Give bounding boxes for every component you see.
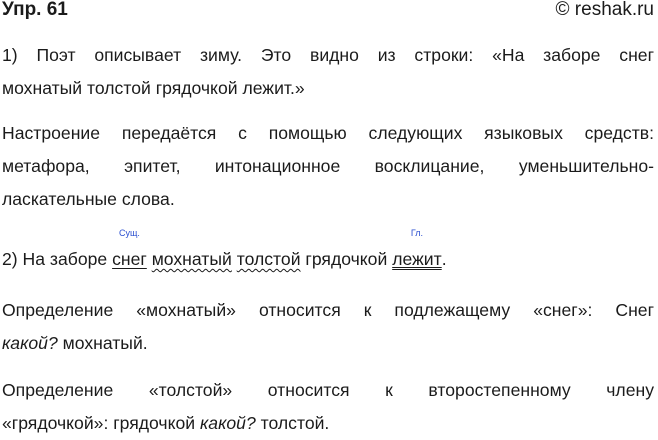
answer-text: мохнатый. bbox=[57, 333, 148, 353]
paragraph-1-line-2: мохнатый толстой грядочкой лежит.» bbox=[2, 78, 305, 98]
predicate-note: Гл. bbox=[410, 228, 423, 238]
predicate-text: лежит bbox=[392, 249, 442, 269]
paragraph-4-line-2 bbox=[2, 327, 654, 360]
paragraph-4 bbox=[2, 294, 654, 360]
paragraph-2 bbox=[2, 117, 654, 216]
predicate-word bbox=[392, 228, 442, 276]
paragraph-2-line-3: ласкательные слова. bbox=[2, 189, 175, 209]
sentence-prefix: 2) На заборе bbox=[2, 249, 113, 269]
paragraph-5-line-1: Определение «толстой» относится к второстепенному члену bbox=[2, 380, 654, 400]
subject-note: Сущ. bbox=[119, 228, 140, 238]
sentence-end: . bbox=[441, 249, 447, 269]
attribute-word-1: мохнатый bbox=[151, 249, 232, 269]
page-header bbox=[0, 0, 658, 24]
subject-word bbox=[112, 228, 147, 276]
paragraph-2-line-2: метафора, эпитет, интонационное восклицание, уменьшительно- bbox=[2, 156, 654, 176]
site-label: © reshak.ru bbox=[555, 0, 654, 20]
paragraph-1 bbox=[2, 39, 654, 105]
paragraph-5-line-2 bbox=[2, 407, 654, 440]
paragraph-5-prefix: «грядочкой»: грядочкой bbox=[2, 413, 200, 433]
attribute-word-2: толстой bbox=[236, 249, 301, 269]
answer-text: толстой. bbox=[255, 413, 330, 433]
exercise-title: Упр. 61 bbox=[2, 0, 68, 20]
paragraph-1-line-1: 1) Поэт описывает зиму. Это видно из строки: «На заборе снег bbox=[2, 45, 654, 65]
paragraph-2-line-1: Настроение передаётся с помощью следующих языковых средств: bbox=[2, 123, 654, 143]
paragraph-4-line-1: Определение «мохнатый» относится к подлежащему «снег»: Снег bbox=[2, 300, 654, 320]
paragraph-5 bbox=[2, 374, 654, 440]
question-italic: какой? bbox=[199, 413, 256, 433]
middle-text: грядочкой bbox=[300, 249, 393, 269]
subject-text: снег bbox=[112, 249, 147, 269]
sentence-analysis bbox=[2, 228, 654, 276]
question-italic: какой? bbox=[2, 333, 58, 353]
